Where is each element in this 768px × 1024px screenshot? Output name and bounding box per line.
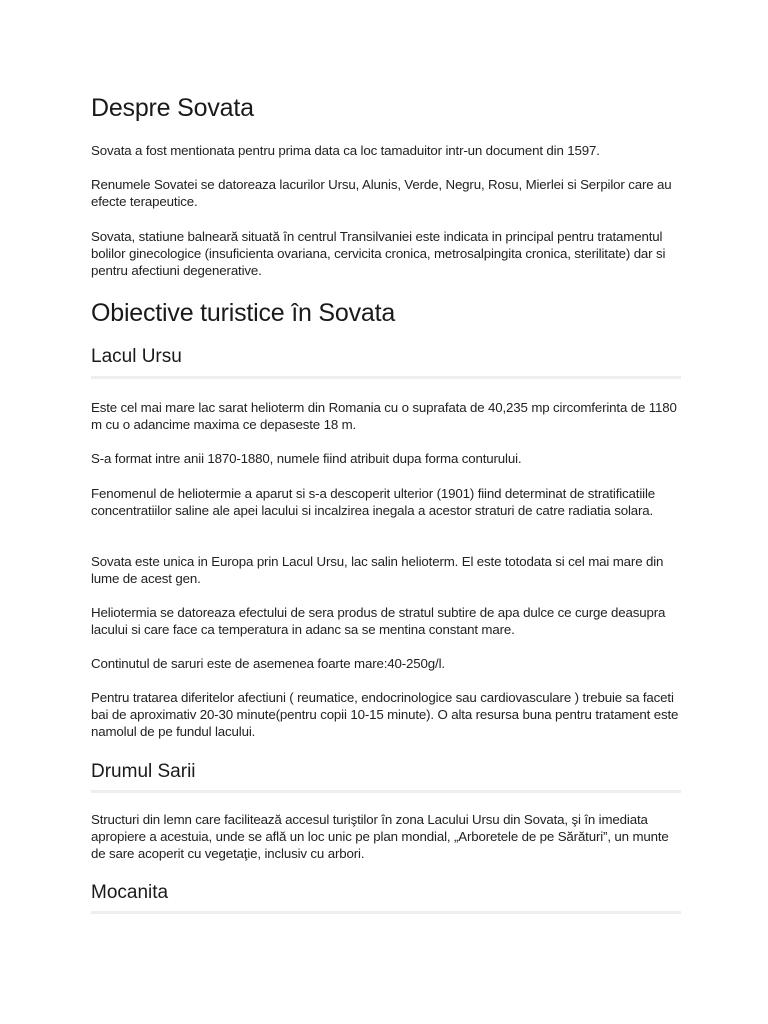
paragraph: Heliotermia se datoreaza efectului de sera produs de stratul subtire de apa dulce ce curge deasupra lacului si care face ca temperatura in adanc sa se mentina constant mare. — [91, 605, 666, 637]
paragraph: Continutul de saruri este de asemenea foarte mare:40-250g/l. — [91, 656, 445, 671]
paragraph: Pentru tratarea diferitelor afectiuni ( reumatice, endocrinologice sau cardiovasculare ) trebuie sa faceti bai de aproximativ 20-30 minute(pentru copii 10-15 minute). O alta resursa buna pentru tratament este namolul de pe fundul lacului. — [91, 690, 679, 739]
paragraph: Sovata, statiune balneară situată în centrul Transilvaniei este indicata in principal pentru tratamentul bolilor ginecologice (insuficienta ovariana, cervicita cronica, metrosalpingita cronica, sterilitate) dar si pentru afectiuni degenerative. — [91, 229, 666, 278]
heading-mocanita: Mocanita — [91, 882, 169, 903]
paragraph: Structuri din lemn care facilitează accesul turiştilor în zona Lacului Ursu din Sovata, şi în imediata apropiere a acestuia, unde se află un loc unic pe plan mondial, „Arboretele de pe Sărături”, un munte de sare acoperit cu vegetaţie, inclusiv cu arbori. — [91, 812, 669, 861]
paragraph: Sovata a fost mentionata pentru prima data ca loc tamaduitor intr-un document din 1597. — [91, 143, 600, 158]
paragraph: Renumele Sovatei se datoreaza lacurilor Ursu, Alunis, Verde, Negru, Rosu, Mierlei si Serpilor care au efecte terapeutice. — [91, 177, 672, 209]
paragraph: Fenomenul de heliotermie a aparut si s-a descoperit ulterior (1901) fiind determinat de stratificatiile concentratiilor saline ale apei lacului si incalzirea inegala a acestor straturi de catre radiatia solara. — [91, 486, 655, 518]
section-divider — [91, 911, 681, 914]
heading-drumul-sarii: Drumul Sarii — [91, 761, 196, 782]
section-divider — [91, 790, 681, 793]
section-divider — [91, 376, 681, 379]
paragraph: Sovata este unica in Europa prin Lacul Ursu, lac salin helioterm. El este totodata si cel mai mare din lume de acest gen. — [91, 554, 664, 586]
paragraph: S-a format intre anii 1870-1880, numele fiind atribuit dupa forma conturului. — [91, 451, 522, 466]
heading-lacul-ursu: Lacul Ursu — [91, 346, 182, 367]
heading-despre-sovata: Despre Sovata — [91, 94, 254, 122]
heading-obiective-turistice: Obiective turistice în Sovata — [91, 299, 396, 327]
paragraph: Este cel mai mare lac sarat helioterm din Romania cu o suprafata de 40,235 mp circomferinta de 1180 m cu o adancime maxima ce depaseste 18 m. — [91, 400, 677, 432]
